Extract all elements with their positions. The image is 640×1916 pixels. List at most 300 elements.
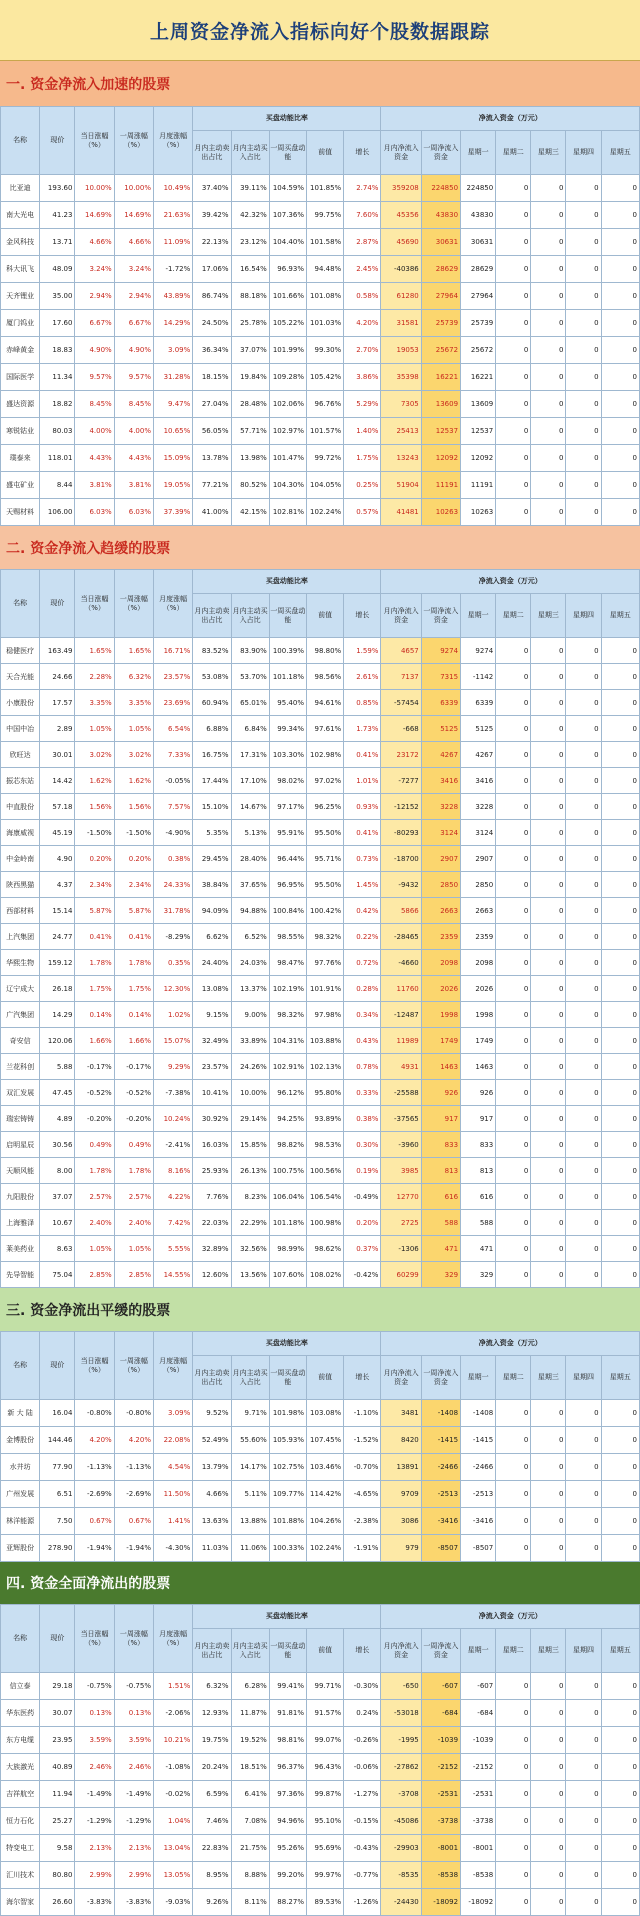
column-header: 前值 — [306, 1629, 343, 1673]
table-cell: -9432 — [381, 872, 421, 898]
table-cell: 0.73% — [344, 846, 381, 872]
table-cell: 0 — [601, 1106, 639, 1132]
table-cell: 98.62% — [306, 1236, 343, 1262]
table-row — [1, 846, 640, 872]
table-cell: 0 — [566, 1673, 601, 1700]
table-cell: 7.42% — [153, 1210, 192, 1236]
stock-name: 上海雅泽 — [1, 1210, 40, 1236]
table-row — [1, 1781, 640, 1808]
stock-name: 天齐锂业 — [1, 283, 40, 310]
table-cell: 11.09% — [153, 229, 192, 256]
table-cell: 5.87% — [75, 898, 114, 924]
table-cell: 25672 — [421, 337, 460, 364]
column-header: 星期五 — [601, 131, 639, 175]
table-cell: 0 — [601, 499, 639, 526]
table-cell: 23.69% — [153, 690, 192, 716]
table-cell: 94.96% — [269, 1808, 306, 1835]
table-cell: 9.47% — [153, 391, 192, 418]
table-cell: 0.13% — [75, 1700, 114, 1727]
table-cell: 22.08% — [153, 1427, 192, 1454]
column-header: 一周涨幅（%） — [114, 1332, 153, 1400]
table-cell: 0 — [496, 1427, 531, 1454]
table-cell: 0 — [496, 1508, 531, 1535]
table-cell: 36.34% — [193, 337, 231, 364]
table-cell: 0 — [566, 175, 601, 202]
table-row — [1, 1889, 640, 1916]
table-cell: 0 — [601, 1028, 639, 1054]
table-cell: 359208 — [381, 175, 421, 202]
table-cell: 99.34% — [269, 716, 306, 742]
table-cell: -2513 — [461, 1481, 496, 1508]
table-cell: 1.62% — [114, 768, 153, 794]
table-cell: 97.61% — [306, 716, 343, 742]
table-cell: 8.44 — [40, 472, 75, 499]
table-cell: 24.40% — [193, 950, 231, 976]
table-cell: -1.72% — [153, 256, 192, 283]
table-cell: 28.48% — [231, 391, 269, 418]
table-cell: 0 — [531, 1808, 566, 1835]
table-cell: 14.67% — [231, 794, 269, 820]
table-cell: 27.04% — [193, 391, 231, 418]
table-cell: 0 — [496, 1700, 531, 1727]
table-cell: 13.56% — [231, 1262, 269, 1288]
table-cell: 99.20% — [269, 1862, 306, 1889]
table-cell: 144.46 — [40, 1427, 75, 1454]
table-row — [1, 1158, 640, 1184]
column-header: 前值 — [306, 131, 343, 175]
column-header: 增长 — [344, 1356, 381, 1400]
table-cell: 94.25% — [269, 1106, 306, 1132]
table-cell: -1408 — [421, 1400, 460, 1427]
table-cell: 0 — [566, 310, 601, 337]
table-cell: -8538 — [461, 1862, 496, 1889]
table-cell: 19.75% — [193, 1727, 231, 1754]
table-cell: 0 — [531, 664, 566, 690]
table-cell: 0.42% — [344, 898, 381, 924]
table-row — [1, 1862, 640, 1889]
table-cell: -8507 — [421, 1535, 460, 1562]
table-cell: 21.75% — [231, 1835, 269, 1862]
table-row — [1, 472, 640, 499]
table-cell: 101.18% — [269, 664, 306, 690]
table-cell: -2152 — [421, 1754, 460, 1781]
table-row — [1, 950, 640, 976]
table-cell: 41.23 — [40, 202, 75, 229]
table-cell: 0 — [601, 1400, 639, 1427]
table-cell: 0 — [566, 1106, 601, 1132]
table-cell: -0.02% — [153, 1781, 192, 1808]
table-cell: -1.13% — [75, 1454, 114, 1481]
column-header: 一周净流入资金 — [421, 131, 460, 175]
table-cell: 1.59% — [344, 638, 381, 664]
table-row — [1, 1808, 640, 1835]
table-cell: 0 — [496, 1727, 531, 1754]
table-cell: 0 — [531, 445, 566, 472]
table-cell: 102.75% — [269, 1454, 306, 1481]
table-cell: 2.85% — [75, 1262, 114, 1288]
table-cell: 30.92% — [193, 1106, 231, 1132]
column-header: 月内主动买入占比 — [231, 1629, 269, 1673]
table-cell: 17.44% — [193, 768, 231, 794]
column-header: 一周买盘动能 — [269, 1356, 306, 1400]
table-cell: 0 — [566, 716, 601, 742]
table-cell: 0 — [531, 872, 566, 898]
table-cell: 0 — [531, 1184, 566, 1210]
section-title: 一. 资金净流入加速的股票 — [0, 61, 640, 106]
table-cell: 4.43% — [114, 445, 153, 472]
table-cell: -1995 — [381, 1727, 421, 1754]
table-cell: -1.49% — [75, 1781, 114, 1808]
table-cell: -0.80% — [114, 1400, 153, 1427]
table-cell: 329 — [461, 1262, 496, 1288]
table-cell: 2663 — [421, 898, 460, 924]
table-cell: 4.00% — [75, 418, 114, 445]
table-cell: 0 — [531, 337, 566, 364]
table-cell: 4657 — [381, 638, 421, 664]
table-cell: 4.20% — [114, 1427, 153, 1454]
table-cell: 77.90 — [40, 1454, 75, 1481]
stock-name: 盛屯矿业 — [1, 472, 40, 499]
stock-name: 小康股份 — [1, 690, 40, 716]
table-cell: 0.41% — [114, 924, 153, 950]
table-cell: 16221 — [461, 364, 496, 391]
table-row — [1, 1002, 640, 1028]
column-header: 前值 — [306, 594, 343, 638]
table-cell: 2.13% — [75, 1835, 114, 1862]
table-cell: 1.73% — [344, 716, 381, 742]
table-cell: 102.06% — [269, 391, 306, 418]
table-cell: 0 — [601, 1481, 639, 1508]
table-cell: 23.12% — [231, 229, 269, 256]
table-row — [1, 1835, 640, 1862]
table-cell: 0 — [496, 1673, 531, 1700]
table-cell: 57.71% — [231, 418, 269, 445]
table-cell: -0.17% — [75, 1054, 114, 1080]
table-cell: 10263 — [461, 499, 496, 526]
table-cell: 0 — [601, 794, 639, 820]
table-cell: 1463 — [461, 1054, 496, 1080]
table-cell: 13243 — [381, 445, 421, 472]
table-cell: 0 — [531, 976, 566, 1002]
column-header: 月度涨幅（%） — [153, 107, 192, 175]
table-cell: 224850 — [421, 175, 460, 202]
table-cell: 19.52% — [231, 1727, 269, 1754]
table-cell: 4.00% — [114, 418, 153, 445]
column-header: 净流入资金（万元） — [381, 570, 640, 594]
table-cell: 0 — [601, 898, 639, 924]
table-cell: 1998 — [421, 1002, 460, 1028]
table-cell: 917 — [421, 1106, 460, 1132]
column-header: 月内主动卖出占比 — [193, 131, 231, 175]
table-cell: 98.32% — [306, 924, 343, 950]
table-cell: 101.47% — [269, 445, 306, 472]
table-cell: 159.12 — [40, 950, 75, 976]
table-cell: 0.37% — [344, 1236, 381, 1262]
table-cell: 7.76% — [193, 1184, 231, 1210]
table-cell: 17.60 — [40, 310, 75, 337]
table-cell: 0 — [601, 1727, 639, 1754]
table-cell: 0.14% — [114, 1002, 153, 1028]
table-cell: 0 — [531, 690, 566, 716]
table-cell: 9.15% — [193, 1002, 231, 1028]
table-cell: -684 — [461, 1700, 496, 1727]
table-cell: 2.99% — [114, 1862, 153, 1889]
table-cell: 7305 — [381, 391, 421, 418]
column-header: 现价 — [40, 1605, 75, 1673]
table-row — [1, 256, 640, 283]
table-cell: 2.94% — [114, 283, 153, 310]
table-cell: -0.49% — [344, 1184, 381, 1210]
table-cell: -1415 — [461, 1427, 496, 1454]
table-cell: 0 — [496, 175, 531, 202]
table-cell: 0 — [496, 202, 531, 229]
table-cell: 101.58% — [306, 229, 343, 256]
stock-name: 海尔智家 — [1, 1889, 40, 1916]
table-cell: 109.77% — [269, 1481, 306, 1508]
table-cell: -0.06% — [344, 1754, 381, 1781]
stock-name: 中直股份 — [1, 794, 40, 820]
table-cell: 1.05% — [75, 716, 114, 742]
table-cell: 5.11% — [231, 1481, 269, 1508]
table-cell: 8.11% — [231, 1889, 269, 1916]
table-cell: 37.07% — [231, 337, 269, 364]
table-cell: 0 — [531, 229, 566, 256]
table-cell: 101.66% — [269, 283, 306, 310]
table-cell: 588 — [461, 1210, 496, 1236]
table-cell: 96.12% — [269, 1080, 306, 1106]
table-cell: 0 — [566, 1535, 601, 1562]
table-cell: 0 — [531, 1158, 566, 1184]
table-cell: -0.30% — [344, 1673, 381, 1700]
column-header: 净流入资金（万元） — [381, 1332, 640, 1356]
table-cell: 0 — [601, 1054, 639, 1080]
table-cell: -37565 — [381, 1106, 421, 1132]
table-cell: 16.75% — [193, 742, 231, 768]
table-cell: 5.13% — [231, 820, 269, 846]
table-cell: 12.30% — [153, 976, 192, 1002]
column-header: 一周买盘动能 — [269, 131, 306, 175]
table-cell: 1.56% — [75, 794, 114, 820]
column-header: 星期五 — [601, 594, 639, 638]
table-cell: 0 — [531, 716, 566, 742]
table-cell: 91.81% — [269, 1700, 306, 1727]
stock-name: 西部材料 — [1, 898, 40, 924]
table-cell: 101.88% — [269, 1508, 306, 1535]
table-cell: 8.63 — [40, 1236, 75, 1262]
table-cell: 12537 — [461, 418, 496, 445]
table-cell: 0 — [601, 664, 639, 690]
table-cell: 0 — [566, 898, 601, 924]
table-cell: 120.06 — [40, 1028, 75, 1054]
table-cell: 5.55% — [153, 1236, 192, 1262]
table-cell: 3228 — [461, 794, 496, 820]
table-cell: 0 — [496, 1754, 531, 1781]
table-cell: 27964 — [421, 283, 460, 310]
table-cell: 4.90% — [75, 337, 114, 364]
table-cell: 1.04% — [153, 1808, 192, 1835]
table-cell: -2466 — [421, 1454, 460, 1481]
table-cell: 8.23% — [231, 1184, 269, 1210]
table-cell: 30631 — [421, 229, 460, 256]
table-cell: 11191 — [461, 472, 496, 499]
table-cell: -0.52% — [75, 1080, 114, 1106]
column-header: 月内主动买入占比 — [231, 1356, 269, 1400]
table-cell: 97.98% — [306, 1002, 343, 1028]
table-cell: -0.80% — [75, 1400, 114, 1427]
table-cell: 108.02% — [306, 1262, 343, 1288]
table-cell: 0 — [601, 1210, 639, 1236]
table-cell: 0.22% — [344, 924, 381, 950]
table-cell: 0.85% — [344, 690, 381, 716]
table-cell: 102.97% — [269, 418, 306, 445]
table-cell: 15.09% — [153, 445, 192, 472]
table-cell: 0.57% — [344, 499, 381, 526]
column-header: 当日涨幅（%） — [75, 1332, 114, 1400]
table-cell: 2850 — [421, 872, 460, 898]
table-cell: 1.75% — [344, 445, 381, 472]
table-row — [1, 716, 640, 742]
table-cell: 99.72% — [306, 445, 343, 472]
table-cell: 104.05% — [306, 472, 343, 499]
table-cell: 5.29% — [344, 391, 381, 418]
table-cell: 16.54% — [231, 256, 269, 283]
table-cell: 41481 — [381, 499, 421, 526]
table-cell: 0 — [601, 872, 639, 898]
table-cell: 0 — [496, 898, 531, 924]
table-cell: 3.02% — [75, 742, 114, 768]
table-cell: 31581 — [381, 310, 421, 337]
table-cell: 2.34% — [114, 872, 153, 898]
table-cell: 15.10% — [193, 794, 231, 820]
table-cell: -3.83% — [75, 1889, 114, 1916]
table-cell: 98.02% — [269, 768, 306, 794]
stock-name: 中国中冶 — [1, 716, 40, 742]
table-cell: 0 — [601, 742, 639, 768]
table-cell: 3416 — [421, 768, 460, 794]
table-cell: 3.24% — [75, 256, 114, 283]
table-cell: 8.00 — [40, 1158, 75, 1184]
table-cell: 833 — [461, 1132, 496, 1158]
table-cell: 2.99% — [75, 1862, 114, 1889]
table-cell: 12.60% — [193, 1262, 231, 1288]
table-cell: 42.32% — [231, 202, 269, 229]
table-cell: -1.10% — [344, 1400, 381, 1427]
column-header: 星期四 — [566, 131, 601, 175]
table-cell: 14.29 — [40, 1002, 75, 1028]
table-cell: 17.10% — [231, 768, 269, 794]
table-cell: 4.20% — [344, 310, 381, 337]
table-cell: 7.50 — [40, 1508, 75, 1535]
table-cell: 109.28% — [269, 364, 306, 391]
table-cell: 0 — [601, 1262, 639, 1288]
table-cell: 95.10% — [306, 1808, 343, 1835]
table-cell: 0.28% — [344, 976, 381, 1002]
table-cell: 96.44% — [269, 846, 306, 872]
table-cell: -3.83% — [114, 1889, 153, 1916]
table-cell: 114.42% — [306, 1481, 343, 1508]
table-cell: 17.06% — [193, 256, 231, 283]
table-cell: 45356 — [381, 202, 421, 229]
table-cell: 2.89 — [40, 716, 75, 742]
table-cell: 471 — [461, 1236, 496, 1262]
table-cell: 0 — [566, 872, 601, 898]
table-cell: -8001 — [461, 1835, 496, 1862]
table-cell: 2.34% — [75, 872, 114, 898]
table-row — [1, 1132, 640, 1158]
column-header: 星期三 — [531, 594, 566, 638]
table-cell: -27862 — [381, 1754, 421, 1781]
table-cell: 0 — [566, 1028, 601, 1054]
stock-name: 新 大 陆 — [1, 1400, 40, 1427]
stock-name: 辽宁成大 — [1, 976, 40, 1002]
table-cell: 0.20% — [75, 846, 114, 872]
column-header: 星期二 — [496, 131, 531, 175]
column-header: 星期三 — [531, 1629, 566, 1673]
table-cell: 0 — [601, 1454, 639, 1481]
stock-name: 奇安信 — [1, 1028, 40, 1054]
table-cell: 0 — [496, 950, 531, 976]
stock-name: 比亚迪 — [1, 175, 40, 202]
table-cell: 0 — [566, 391, 601, 418]
column-header: 前值 — [306, 1356, 343, 1400]
table-cell: 0 — [566, 418, 601, 445]
table-cell: 1.66% — [114, 1028, 153, 1054]
table-cell: 6.67% — [75, 310, 114, 337]
table-cell: 102.13% — [306, 1054, 343, 1080]
table-cell: -2.41% — [153, 1132, 192, 1158]
table-cell: 26.18 — [40, 976, 75, 1002]
table-cell: 14.17% — [231, 1454, 269, 1481]
table-cell: 86.74% — [193, 283, 231, 310]
table-cell: 17.57 — [40, 690, 75, 716]
table-cell: 2.46% — [75, 1754, 114, 1781]
table-cell: 95.50% — [306, 872, 343, 898]
table-cell: -1039 — [461, 1727, 496, 1754]
table-cell: 6.32% — [193, 1673, 231, 1700]
table-cell: 1463 — [421, 1054, 460, 1080]
table-cell: 0 — [496, 1481, 531, 1508]
table-cell: 6.28% — [231, 1673, 269, 1700]
table-row — [1, 499, 640, 526]
table-row — [1, 690, 640, 716]
table-cell: 6.84% — [231, 716, 269, 742]
table-cell: 22.13% — [193, 229, 231, 256]
stock-name: 水井坊 — [1, 1454, 40, 1481]
table-cell: 2.57% — [75, 1184, 114, 1210]
table-cell: 27964 — [461, 283, 496, 310]
table-row — [1, 1454, 640, 1481]
table-cell: 25.27 — [40, 1808, 75, 1835]
table-row — [1, 742, 640, 768]
table-cell: 1.45% — [344, 872, 381, 898]
table-cell: 6.88% — [193, 716, 231, 742]
table-cell: 2.94% — [75, 283, 114, 310]
table-cell: 83.52% — [193, 638, 231, 664]
table-cell: 6.32% — [114, 664, 153, 690]
table-cell: 0 — [566, 229, 601, 256]
table-cell: -1.27% — [344, 1781, 381, 1808]
table-cell: 41.00% — [193, 499, 231, 526]
table-cell: 0 — [566, 1781, 601, 1808]
table-row — [1, 364, 640, 391]
column-header: 名称 — [1, 1605, 40, 1673]
table-cell: 0 — [496, 690, 531, 716]
table-cell: 13.08% — [193, 976, 231, 1002]
table-cell: 100.39% — [269, 638, 306, 664]
table-cell: 6.41% — [231, 1781, 269, 1808]
table-cell: 39.11% — [231, 175, 269, 202]
table-cell: 2098 — [421, 950, 460, 976]
